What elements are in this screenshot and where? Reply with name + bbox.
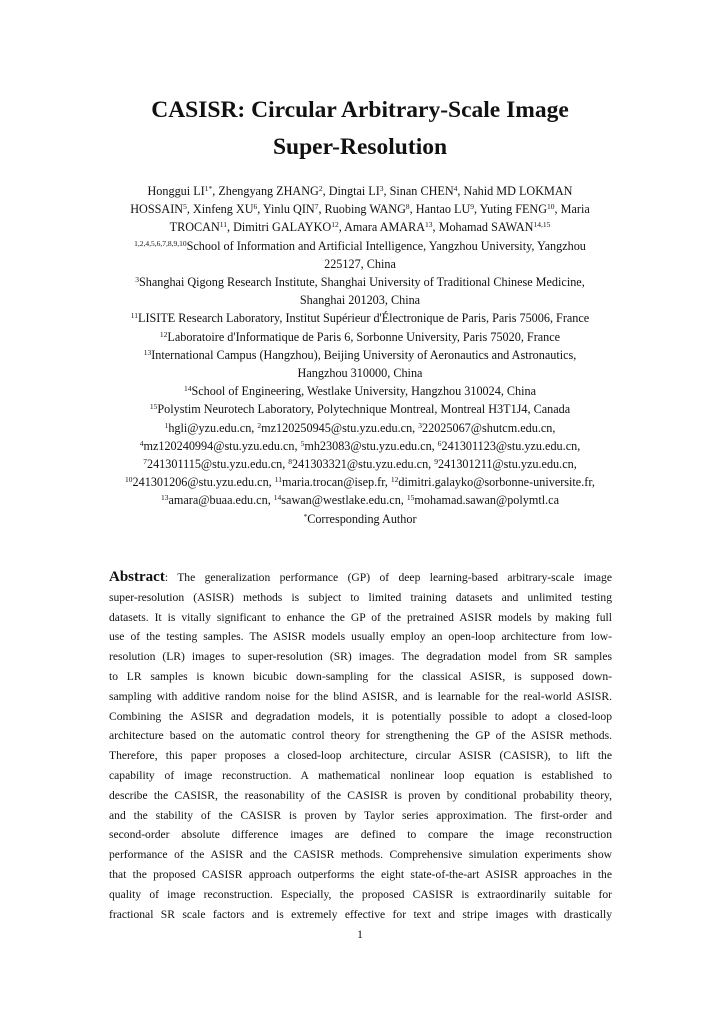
line-text: Polystim Neurotech Laboratory, Polytechnique Montreal, Montreal H3T1J4, Canada (157, 402, 571, 417)
line-text: , Yuting FENG (474, 202, 548, 217)
line-text: , Zhengyang ZHANG (212, 184, 319, 198)
author-affiliation-line (100, 237, 620, 255)
affiliation-marker: 11 (130, 311, 139, 321)
line-text: 241301123@stu.yzu.edu.cn, (441, 438, 581, 453)
abstract-line: fractional SR scale factors and is extremely effective for text and stripe images with drastically (109, 907, 612, 921)
author-affiliation-line (100, 491, 620, 509)
abstract-line: resolution (LR) images to super-resolution (SR) images. The degradation model from SR samples (109, 650, 612, 664)
line-text: hgli@yzu.edu.cn, (168, 420, 258, 435)
line-text: 241301206@stu.yzu.edu.cn, (132, 475, 275, 490)
affiliation-marker: 14 (183, 384, 192, 394)
abstract-line: datasets. It is vitally significant to enhance the GP of the pretrained ASISR models by making full (109, 610, 612, 624)
affiliation-marker: 13 (161, 493, 169, 503)
line-text: , Sinan CHEN (383, 184, 454, 198)
affiliation-marker: 4 (453, 184, 458, 193)
affiliation-marker: 11 (219, 220, 228, 230)
affiliation-marker: 10 (547, 202, 555, 212)
author-affiliation-line (100, 510, 620, 528)
author-affiliation-line (100, 400, 620, 418)
affiliation-marker: 5 (300, 438, 305, 448)
affiliation-marker: 12 (159, 329, 168, 339)
author-affiliation-block (100, 182, 620, 528)
line-text: sawan@westlake.edu.cn, (281, 493, 407, 508)
author-affiliation-line (100, 346, 620, 364)
abstract-line: performance of the ASISR and the CASISR methods. Comprehensive simulation experiments show (109, 848, 612, 862)
abstract-line: to LR samples is known bicubic down-sampling for the classical ASISR, is supposed down- (109, 669, 612, 683)
abstract-line: capability of image reconstruction. A mathematical nonlinear loop equation is established to (109, 768, 612, 782)
line-text: TROCAN (169, 220, 220, 235)
line-text: , Maria (554, 202, 590, 217)
affiliation-marker: 4 (139, 438, 144, 448)
paper-title (0, 92, 720, 166)
affiliation-marker: 8 (288, 457, 293, 467)
abstract-line: use of the testing samples. The ASISR models usually employ an open-loop architecture from low- (109, 630, 612, 644)
abstract-line: Therefore, this paper proposes a closed-loop architecture, circular ASISR (CASISR), to lift the (109, 749, 612, 763)
affiliation-marker: 13 (425, 220, 433, 230)
author-affiliation-line (100, 218, 620, 236)
line-text: mh23083@stu.yzu.edu.cn, (304, 438, 438, 453)
line-text: , Yinlu QIN (257, 202, 315, 217)
affiliation-marker: 14 (273, 493, 282, 503)
author-affiliation-line (100, 182, 620, 200)
line-text: , Hantao LU (409, 202, 471, 217)
affiliation-marker: 9 (434, 457, 439, 467)
page-number: 1 (357, 929, 363, 941)
affiliation-marker: 9 (470, 202, 475, 212)
line-text: dimitri.galayko@sorbonne-universite.fr, (398, 475, 595, 490)
affiliation-marker: 6 (437, 438, 442, 448)
author-affiliation-line (100, 309, 620, 327)
line-text: Laboratoire d'Informatique de Paris 6, Sorbonne University, Paris 75020, France (167, 329, 561, 344)
line-text: School of Information and Artificial Intelligence, Yangzhou University, Yangzhou (186, 238, 586, 253)
affiliation-marker: 1 (164, 420, 169, 430)
author-affiliation-line (100, 200, 620, 218)
abstract-line: Combining the ASISR and degradation models, it is potentially possible to adopt a closed-loop (109, 709, 612, 723)
affiliation-marker: 10 (125, 475, 133, 485)
affiliation-marker: 14,15 (533, 220, 551, 230)
affiliation-marker: 1,2,4,5,6,7,8,9,10 (134, 238, 187, 248)
line-text: 241301115@stu.yzu.edu.cn, (146, 457, 289, 472)
abstract-heading: Abstract (109, 569, 165, 585)
abstract-line: architecture based on the automatic control theory for strengthening the GP of the ASISR methods. (109, 729, 612, 743)
abstract-line: and the stability of the CASISR is proven by Taylor series approximation. The first-order and (109, 808, 612, 822)
line-text: Shanghai Qigong Research Institute, Shanghai University of Traditional Chinese Medicine, (138, 275, 585, 290)
line-text: 241301211@stu.yzu.edu.cn, (438, 457, 577, 472)
affiliation-marker: 3 (379, 184, 384, 193)
author-affiliation-line (100, 382, 620, 400)
affiliation-marker: 1* (204, 184, 213, 193)
abstract-line: : The generalization performance (GP) of deep learning-based arbitrary-scale image (164, 571, 612, 584)
affiliation-marker: 7 (143, 457, 147, 467)
line-text: , Ruobing WANG (318, 202, 406, 217)
line-text: , Nahid MD LOKMAN (457, 184, 573, 198)
line-text: maria.trocan@isep.fr, (282, 475, 391, 490)
line-text: mz120250945@stu.yzu.edu.cn, (261, 420, 419, 435)
author-affiliation-line (100, 437, 620, 455)
line-text: mohamad.sawan@polymtl.ca (414, 493, 559, 508)
author-affiliation-line (100, 255, 620, 273)
line-text: , Dimitri GALAYKO (227, 220, 332, 235)
author-affiliation-line (100, 273, 620, 291)
affiliation-marker: 12 (390, 475, 399, 485)
author-affiliation-line (100, 455, 620, 473)
line-text: Corresponding Author (307, 511, 417, 526)
abstract-line: super-resolution (ASISR) methods is subject to limited training datasets and unlimited testing (109, 590, 612, 604)
affiliation-marker: 11 (274, 475, 283, 485)
abstract-line: quality of image reconstruction. Especially, the proposed CASISR is extraordinarily suitable for (109, 887, 612, 901)
author-affiliation-line (100, 291, 620, 309)
line-text: , Amara AMARA (338, 220, 426, 235)
affiliation-marker: 15 (406, 493, 415, 503)
line-text: 241303321@stu.yzu.edu.cn, (292, 457, 435, 472)
abstract-first-line (109, 568, 612, 588)
title-line-2: Super-Resolution (272, 134, 448, 160)
abstract-line: describe the CASISR, the reasonability of the CASISR is proven by conditional probability theory, (109, 788, 612, 802)
affiliation-marker: 6 (253, 202, 258, 212)
affiliation-marker: 2 (318, 184, 323, 193)
line-text: 22025067@shutcm.edu.cn, (422, 420, 556, 435)
affiliation-marker: * (303, 511, 308, 521)
abstract-section (109, 568, 612, 924)
line-text: HOSSAIN (130, 202, 184, 217)
affiliation-marker: 8 (405, 202, 410, 212)
line-text: School of Engineering, Westlake University, Hangzhou 310024, China (191, 384, 537, 399)
line-text: , Dingtai LI (322, 184, 380, 198)
title-line-1: CASISR: Circular Arbitrary-Scale Image (151, 97, 569, 123)
line-text: Shanghai 201203, China (299, 293, 421, 308)
author-affiliation-line (100, 328, 620, 346)
abstract-line: second-order absolute difference images are defined to compare the image reconstruction (109, 828, 612, 842)
author-affiliation-line (100, 473, 620, 491)
line-text: LISITE Research Laboratory, Institut Supérieur d'Électronique de Paris, Paris 75006, France (138, 311, 590, 326)
line-text: Honggui LI (147, 184, 205, 198)
affiliation-marker: 12 (331, 220, 339, 230)
affiliation-marker: 15 (149, 402, 158, 412)
affiliation-marker: 5 (183, 202, 187, 212)
line-text: , Xinfeng XU (186, 202, 254, 217)
line-text: International Campus (Hangzhou), Beijing University of Aeronautics and Astronautics, (151, 347, 577, 362)
affiliation-marker: 13 (143, 347, 152, 357)
affiliation-marker: 7 (314, 202, 319, 212)
line-text: , Mohamad SAWAN (432, 220, 534, 235)
line-text: amara@buaa.edu.cn, (168, 493, 274, 508)
affiliation-marker: 3 (418, 420, 423, 430)
line-text: Hangzhou 310000, China (297, 366, 423, 381)
line-text: 225127, China (324, 256, 396, 271)
abstract-line: sampling with additive random noise for the blind ASISR, and is learnable for the real-world ASISR. (109, 689, 612, 703)
affiliation-marker: 3 (135, 275, 139, 285)
affiliation-marker: 2 (257, 420, 262, 430)
line-text: mz120240994@stu.yzu.edu.cn, (143, 438, 301, 453)
author-affiliation-line (100, 419, 620, 437)
author-affiliation-line (100, 364, 620, 382)
abstract-line: that the proposed CASISR approach outperforms the eight state-of-the-art ASISR approaches in the (109, 867, 612, 881)
